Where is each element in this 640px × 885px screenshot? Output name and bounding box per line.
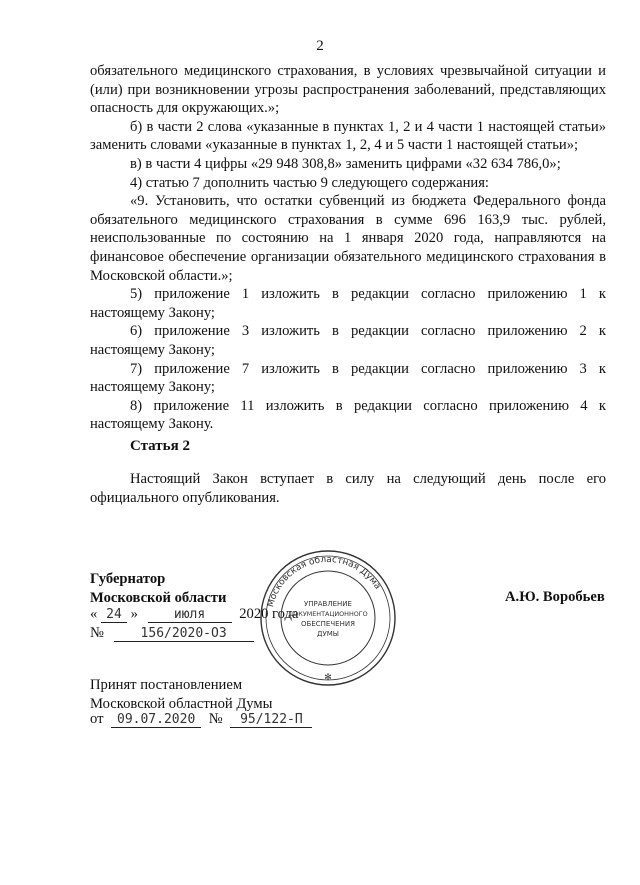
article-2-text: Настоящий Закон вступает в силу на следующий день после его официального опубликования. (90, 471, 606, 506)
paragraph-4: 4) статью 7 дополнить частью 9 следующего содержания: (130, 174, 489, 191)
law-number (90, 625, 254, 642)
signatory-title-line2: Московской области (90, 590, 227, 606)
paragraph-1: обязательного медицинского страхования, в условиях чрезвычайной ситуации и (или) при возникновении угрозы распространения заболеваний, представляющих опасность для окружающих.»; (90, 63, 606, 117)
date-close-quote: » (130, 606, 138, 622)
stamp-line-1: УПРАВЛЕНИЕ (304, 600, 352, 608)
date-year: 2020 года (239, 606, 299, 622)
document-body (90, 62, 606, 434)
stamp-line-3: ОБЕСПЕЧЕНИЯ (301, 620, 355, 628)
date-month: июля (148, 607, 232, 623)
paragraph-5: «9. Установить, что остатки субвенций из бюджета Федерального фонда обязательного медицинского страхования в сумме 696 163,9 тыс. рублей, неиспользованные по состоянию на 1 января 2020 года, направляются на финансовое обеспечение организации обязательного медицинского страхования в Московской области.»; (90, 193, 606, 284)
adoption-from-label: от (90, 711, 104, 727)
adoption-date: 09.07.2020 (111, 712, 201, 728)
adoption-date-number (90, 711, 312, 728)
paragraph-2: б) в части 2 слова «указанные в пунктах 1, 2 и 4 части 1 настоящей статьи» заменить словами «указанные в пунктах 1, 2, 4 и 5 части 1 настоящей статьи»; (90, 118, 606, 154)
adoption-note (90, 676, 272, 714)
stamp-star-icon: ✻ (324, 673, 332, 683)
date-day: 24 (101, 607, 127, 623)
official-stamp (258, 548, 398, 688)
signatory-name: А.Ю. Воробьев (505, 589, 605, 605)
page-number: 2 (316, 38, 324, 54)
law-number-prefix: № (90, 625, 104, 641)
paragraph-3: в) в части 4 цифры «29 948 308,8» заменить цифрами «32 634 786,0»; (130, 155, 561, 172)
article-2-heading: Статья 2 (130, 438, 190, 454)
signatory-title (90, 570, 226, 608)
law-number-value: 156/2020-ОЗ (114, 626, 254, 642)
article-2-body (90, 470, 606, 507)
adoption-line-1: Принят постановлением (90, 677, 243, 693)
stamp-line-4: ДУМЫ (317, 630, 339, 638)
adoption-line-2: Московской областной Думы (90, 696, 273, 712)
adoption-number: 95/122-П (230, 712, 312, 728)
paragraph-7: 6) приложение 3 изложить в редакции согласно приложению 2 к настоящему Закону; (90, 323, 606, 358)
signatory-title-line1: Губернатор (90, 571, 166, 587)
paragraph-9: 8) приложение 11 изложить в редакции согласно приложению 4 к настоящему Закону. (90, 397, 606, 433)
adoption-number-prefix: № (208, 711, 223, 727)
stamp-line-2: ДОКУМЕНТАЦИОННОГО (288, 610, 368, 618)
stamp-inner-ring (281, 571, 375, 665)
paragraph-8: 7) приложение 7 изложить в редакции согласно приложению 3 к настоящему Закону; (90, 360, 606, 396)
date-open-quote: « (90, 606, 98, 622)
stamp-ring-text: Московская областная Дума (266, 554, 383, 609)
paragraph-6: 5) приложение 1 изложить в редакции согласно приложению 1 к настоящему Закону; (90, 286, 606, 321)
